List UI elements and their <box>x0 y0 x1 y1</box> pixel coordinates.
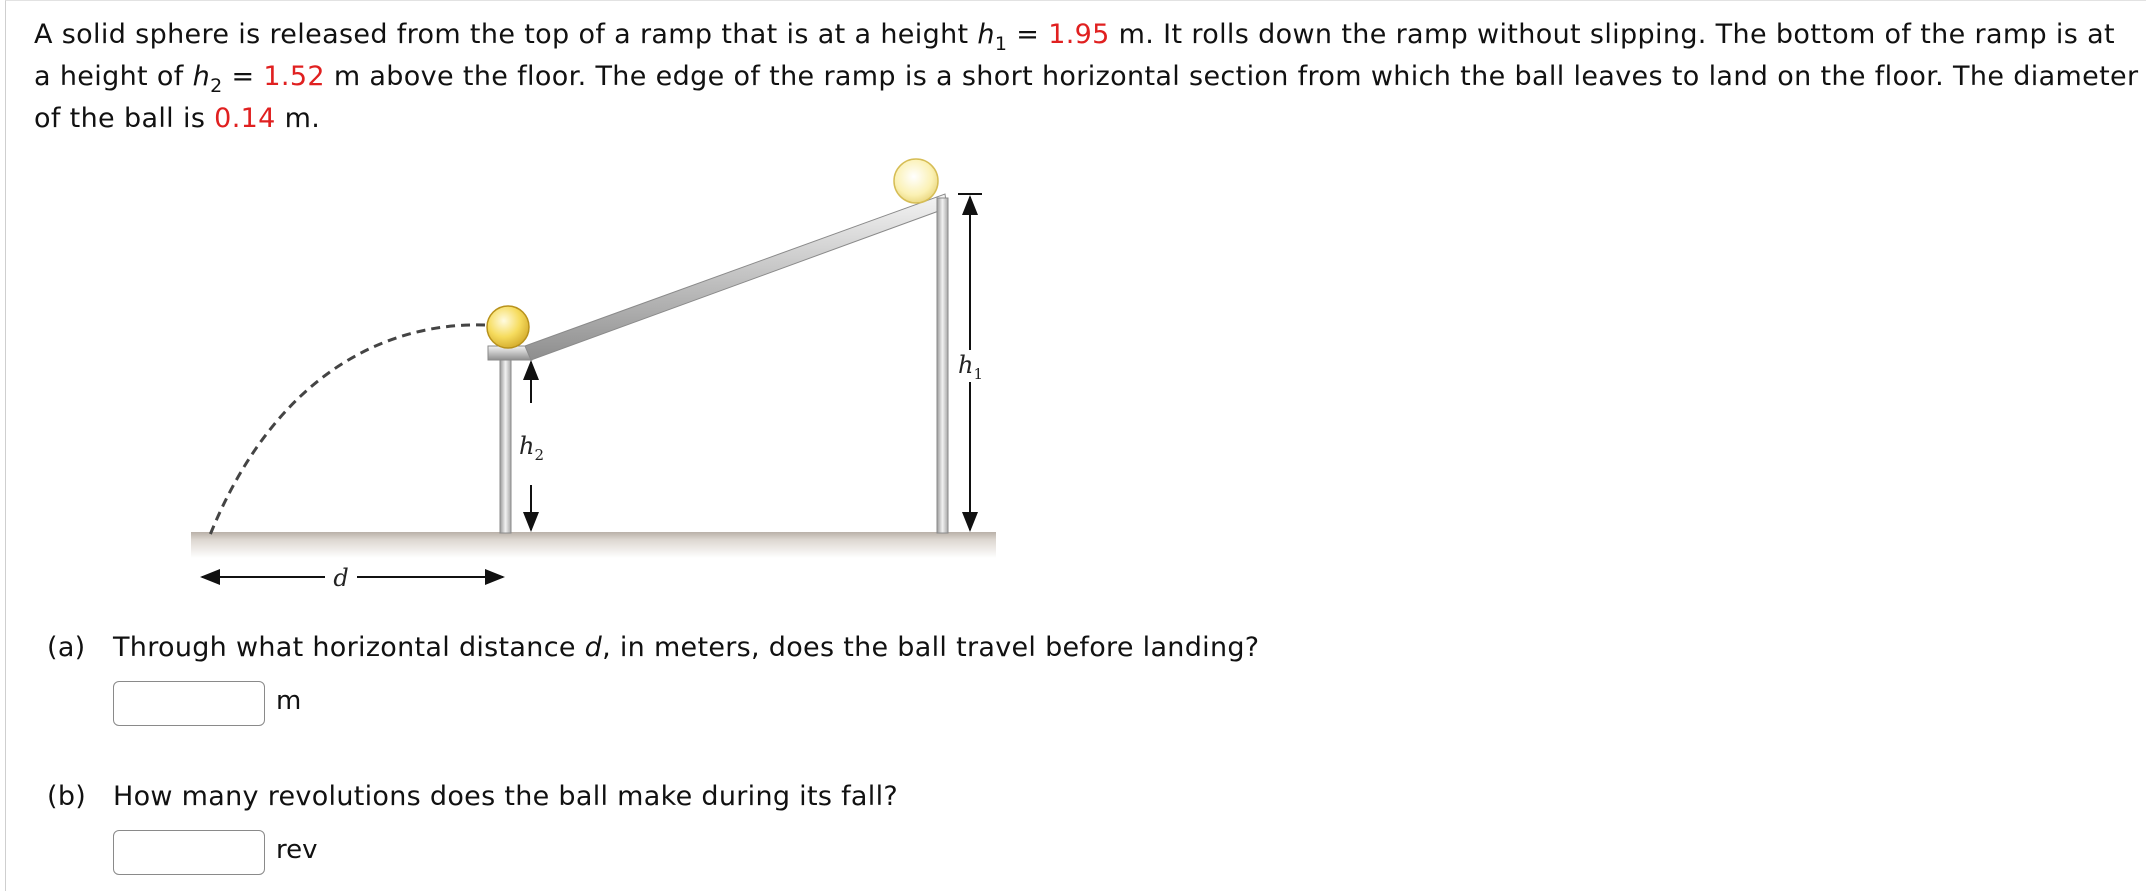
ball-at-edge <box>487 306 529 348</box>
problem-text: A solid sphere is released from the top of a ramp that is at a height <box>34 19 978 50</box>
question-a-variable: d <box>584 632 603 663</box>
problem-text: m. <box>275 103 321 134</box>
answer-a-unit: m <box>276 686 302 716</box>
floor <box>191 532 996 558</box>
h1-variable: h <box>977 19 995 50</box>
problem-text: m above the floor. The edge of the ramp is a short horizontal section from which the ball leaves to land on the floor. The diameter of the ball is <box>34 61 2139 134</box>
question-b-text: How many revolutions does the ball make during its fall? <box>113 781 899 812</box>
h1-subscript: 1 <box>994 33 1008 55</box>
h1-value: 1.95 <box>1048 19 1110 50</box>
problem-text: = <box>1007 19 1049 50</box>
problem-text: = <box>222 61 264 92</box>
h2-subscript: 2 <box>210 75 223 97</box>
question-a <box>47 632 1259 663</box>
answer-b-unit: rev <box>276 835 318 865</box>
tall-post <box>937 198 948 533</box>
h2-label: $h_2$ <box>519 432 545 464</box>
ramp-incline <box>525 194 947 360</box>
h1-label: $h_1$ <box>958 351 984 383</box>
h2-variable: h <box>192 61 211 92</box>
ball-at-top <box>894 159 938 203</box>
d-label: d <box>333 564 349 592</box>
question-b <box>47 781 898 812</box>
question-a-text: Through what horizontal distance <box>113 632 585 663</box>
diameter-value: 0.14 <box>214 103 276 134</box>
question-b-label: (b) <box>47 781 87 812</box>
answer-b-input[interactable] <box>113 830 265 875</box>
question-a-label: (a) <box>47 632 86 663</box>
short-post <box>500 353 511 533</box>
problem-text: m. It rolls down the ramp without slipping. The bottom of the ramp is at a height of <box>34 19 2115 92</box>
trajectory-dashed-path <box>210 325 485 535</box>
problem-statement <box>34 14 2139 140</box>
ramp-figure <box>185 150 1005 600</box>
h2-value: 1.52 <box>263 61 325 92</box>
question-a-text: , in meters, does the ball travel before landing? <box>602 632 1260 663</box>
answer-a-input[interactable] <box>113 681 265 726</box>
